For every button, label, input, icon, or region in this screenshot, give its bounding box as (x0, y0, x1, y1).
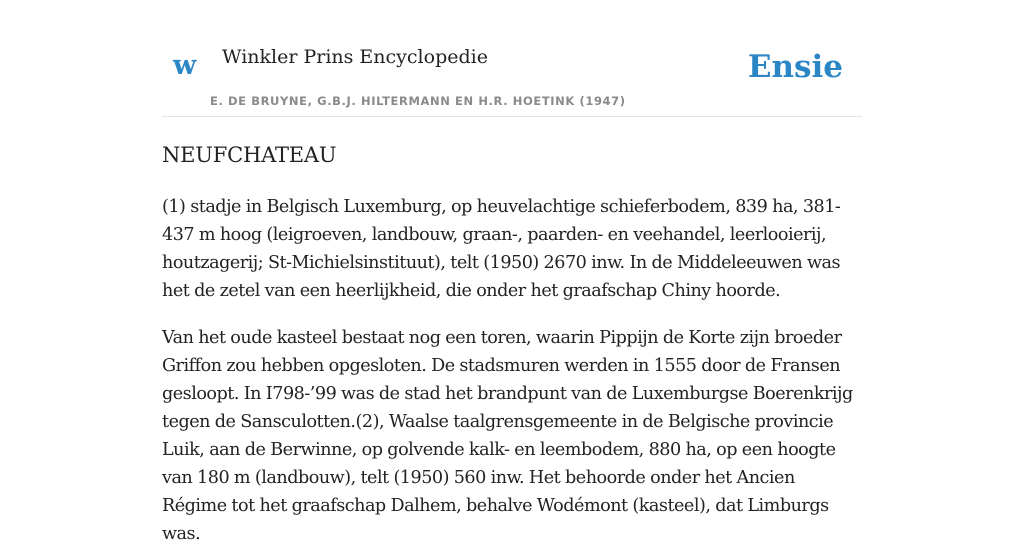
article-paragraph: Van het oude kasteel bestaat nog een toren, waarin Pippijn de Korte zijn broeder Griffon zou hebben opgesloten. De stadsmuren werden in 1555 door de Fransen gesloopt. In I798-’99 was de stad het brandpunt van de Luxemburgse Boerenkrijg tegen de Sansculotten.(2), Waalse taalgrensgemeente in de Belgische provincie Luik, aan de Berwinne, op golvende kalk- en leembodem, 880 ha, op een hoogte van 180 m (landbouw), telt (1950) 560 inw. Het behoorde onder het Ancien Régime tot het graafschap Dalhem, behalve Wodémont (kasteel), dat Limburgs was. (162, 328, 853, 545)
article-title: NEUFCHATEAU (162, 143, 337, 167)
source-logo-icon[interactable]: w (173, 50, 197, 81)
source-title-link[interactable]: Winkler Prins Encyclopedie (222, 46, 488, 68)
source-header (162, 0, 862, 117)
article-page (162, 0, 862, 545)
source-authors: E. DE BRUYNE, G.B.J. HILTERMANN EN H.R. HOETINK (1947) (210, 94, 626, 108)
brand-logo-link[interactable]: Ensie (747, 49, 843, 85)
article-paragraph: (1) stadje in Belgisch Luxemburg, op heuvelachtige schieferbodem, 839 ha, 381-437 m hoog (leigroeven, landbouw, graan-, paarden- en veehandel, leerlooierij, houtzagerij; St-Michielsinstituut), telt (1950) 2670 inw. In de Middeleeuwen was het de zetel van een heerlijkheid, die onder het graafschap Chiny hoorde. (162, 197, 841, 302)
